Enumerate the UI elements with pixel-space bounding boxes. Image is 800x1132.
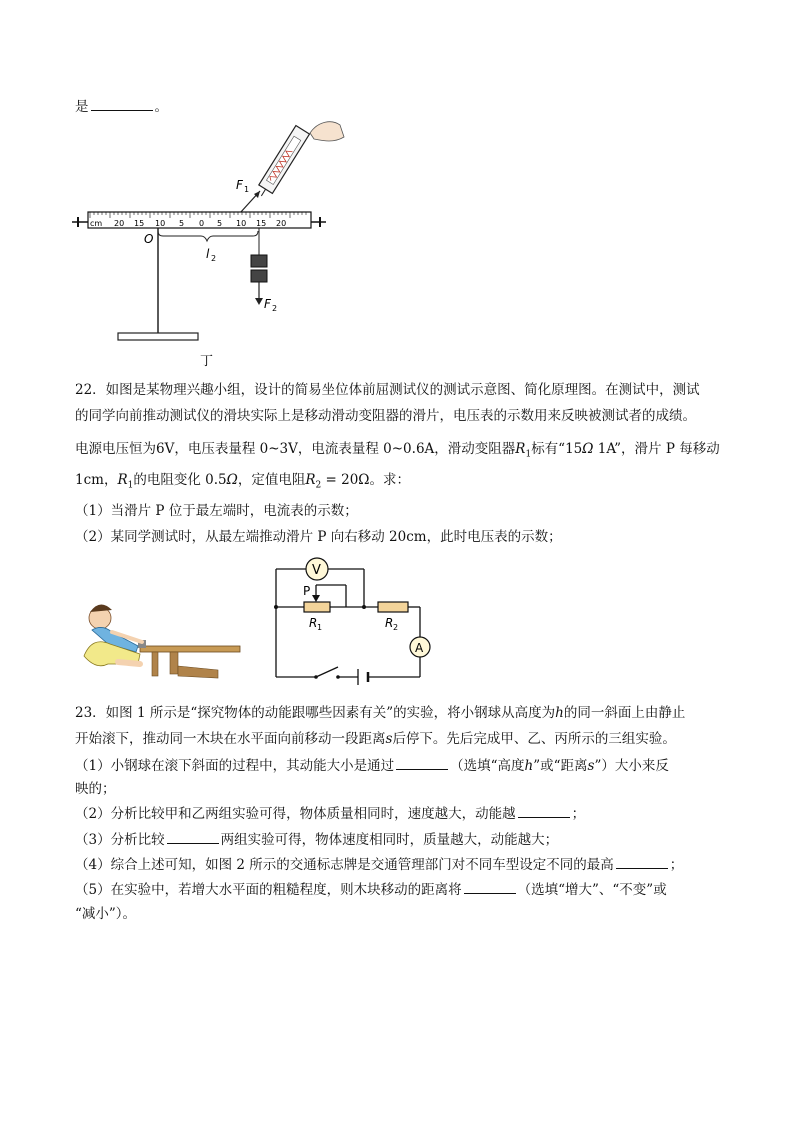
q23-line2-text: 开始滚下，推动同一木块在水平面向前移动一段距离 <box>75 731 386 747</box>
q22-line3-text: 标有“15 <box>531 441 583 457</box>
q22-line4-text: 。求： <box>369 472 410 488</box>
circuit-diagram <box>270 555 440 695</box>
stand-base <box>118 333 198 340</box>
q23-item3 <box>75 830 558 849</box>
sit-reach-illustration <box>78 600 246 684</box>
r1-symbol: R <box>515 441 526 457</box>
voltmeter-label: V <box>312 563 321 578</box>
q21-tail-suffix: 。 <box>154 99 168 115</box>
q23-item1-cont: 映的； <box>75 781 116 797</box>
q22-line4-text: 1cm， <box>75 472 118 488</box>
q23-item5 <box>75 880 667 899</box>
f2-label: F <box>264 297 271 311</box>
q22-line4 <box>75 471 410 495</box>
spring-balance-icon <box>255 126 310 201</box>
r2-label: R <box>385 616 394 630</box>
figure-label-ding: 丁 <box>200 354 214 369</box>
q22-line2: 的同学向前推动测试仪的滑块实际上是移动滑动变阻器的滑片，电压表的示数用来反映被测试者的成绩。 <box>75 408 696 424</box>
q23-item1 <box>75 756 669 775</box>
ruler-tick-label: 20 <box>276 219 287 228</box>
q21-answer-line <box>75 97 168 116</box>
r1-symbol: R <box>117 472 128 488</box>
q23-line1-text: 的同一斜面上由静止 <box>563 705 686 721</box>
q23-blank1[interactable] <box>396 756 448 770</box>
l2-label: l <box>206 247 210 261</box>
q23-line2-text: 后停下。先后完成甲、乙、丙所示的三组实验。 <box>392 731 676 747</box>
slider-arrow <box>312 595 320 602</box>
lever-figure <box>60 115 350 370</box>
slider-label: P <box>303 584 311 598</box>
ruler-tick-label: 10 <box>236 219 247 228</box>
q23-item5-text: （5）在实验中，若增大水平面的粗糙程度，则木块移动的距离将 <box>75 882 462 898</box>
ruler-tick-label: 20 <box>114 219 125 228</box>
ruler-tick-label: 15 <box>134 219 145 228</box>
q23-item5-text: （选填“增大”、“不变”或 <box>517 882 667 898</box>
r1-resistor <box>304 602 330 612</box>
q23-item4-text: （4）综合上述可知，如图 2 所示的交通标志牌是交通管理部门对不同车型设定不同的最高 <box>75 857 614 873</box>
f1-label: F <box>236 178 243 192</box>
r1-sub: 1 <box>525 449 532 460</box>
q22-line3-text: 1A”，滑片 P 每移动 <box>593 441 720 457</box>
q23-line1 <box>75 704 685 722</box>
q22-line4-text: = 20Ω <box>321 472 370 488</box>
q23-item4 <box>75 855 683 874</box>
r1-label: R <box>309 616 318 630</box>
q23-item2-text: （2）分析比较甲和乙两组实验可得，物体质量相同时，速度越大，动能越 <box>75 806 516 822</box>
q23-item1-text: ”）大小来反 <box>594 758 669 774</box>
s-symbol: s <box>385 731 393 747</box>
q23-item5-cont: “减小”）。 <box>75 906 137 922</box>
h-symbol: h <box>555 705 564 721</box>
q22-line3 <box>75 440 720 464</box>
q23-blank4[interactable] <box>616 855 668 869</box>
q22-line3-text: 电源电压恒为6V，电压表量程 0~3V，电流表量程 0~0.6A，滑动变阻器 <box>75 441 516 457</box>
r2-sub: 2 <box>315 480 322 491</box>
f2-arrowhead <box>255 298 263 305</box>
q23-blank2[interactable] <box>518 804 570 818</box>
ammeter-label: A <box>415 641 424 655</box>
q22-item2: （2）某同学测试时，从最左端推动滑片 P 向右移动 20cm，此时电压表的示数； <box>75 529 562 545</box>
q23-blank5[interactable] <box>464 880 516 894</box>
switch-icon <box>336 675 340 679</box>
f1-sub: 1 <box>244 185 250 194</box>
r1-label-sub: 1 <box>317 623 323 632</box>
q22-line1: 22．如图是某物理兴趣小组，设计的简易坐位体前屈测试仪的测试示意图、简化原理图。在测试中，测试 <box>75 382 700 398</box>
weight-icon <box>251 255 267 267</box>
ohm-symbol: Ω <box>582 441 594 457</box>
ohm-symbol: Ω <box>226 472 238 488</box>
q23-blank3[interactable] <box>167 830 219 844</box>
ruler-unit: cm <box>90 219 103 228</box>
r1-sub: 1 <box>127 480 134 491</box>
f2-sub: 2 <box>272 304 278 313</box>
hand-icon <box>310 122 344 141</box>
r2-symbol: R <box>305 472 316 488</box>
ruler-tick-label: 5 <box>179 219 185 228</box>
q23-item3-text: （3）分析比较 <box>75 832 165 848</box>
q23-line2 <box>75 730 676 748</box>
weight-icon <box>251 270 267 282</box>
q22-item1: （1）当滑片 P 位于最左端时，电流表的示数； <box>75 503 358 519</box>
l2-brace <box>158 231 258 241</box>
ruler-tick-label: 0 <box>199 219 205 228</box>
q23-item2 <box>75 804 585 823</box>
s-symbol: s <box>587 758 595 774</box>
q22-line4-text: ，定值电阻 <box>237 472 306 488</box>
ruler-tick-label: 15 <box>256 219 267 228</box>
q23-item4-text: ； <box>669 857 684 873</box>
ruler-tick-label: 5 <box>217 219 223 228</box>
q23-item2-text: ； <box>571 806 586 822</box>
tester-board <box>140 646 240 652</box>
q21-tail-prefix: 是 <box>75 99 89 115</box>
r2-resistor <box>378 602 408 612</box>
ruler-tick-label: 10 <box>155 219 166 228</box>
h-symbol: h <box>524 758 534 774</box>
q22-line4-text: 的电阻变化 0.5 <box>133 472 227 488</box>
q21-answer-blank[interactable] <box>91 97 153 111</box>
q23-item3-text: 两组实验可得，物体速度相同时，质量越大，动能越大； <box>220 832 559 848</box>
r2-label-sub: 2 <box>393 623 399 632</box>
q23-item1-text: （1）小钢球在滚下斜面的过程中，其动能大小是通过 <box>75 758 395 774</box>
q23-line1-text: 23．如图 1 所示是“探究物体的动能跟哪些因素有关”的实验，将小钢球从高度为 <box>75 705 556 721</box>
pivot-label: O <box>144 232 154 246</box>
q23-item1-text: （选填“高度 <box>450 758 525 774</box>
l2-sub: 2 <box>211 254 217 263</box>
q23-item1-text: ”或“距离 <box>533 758 588 774</box>
